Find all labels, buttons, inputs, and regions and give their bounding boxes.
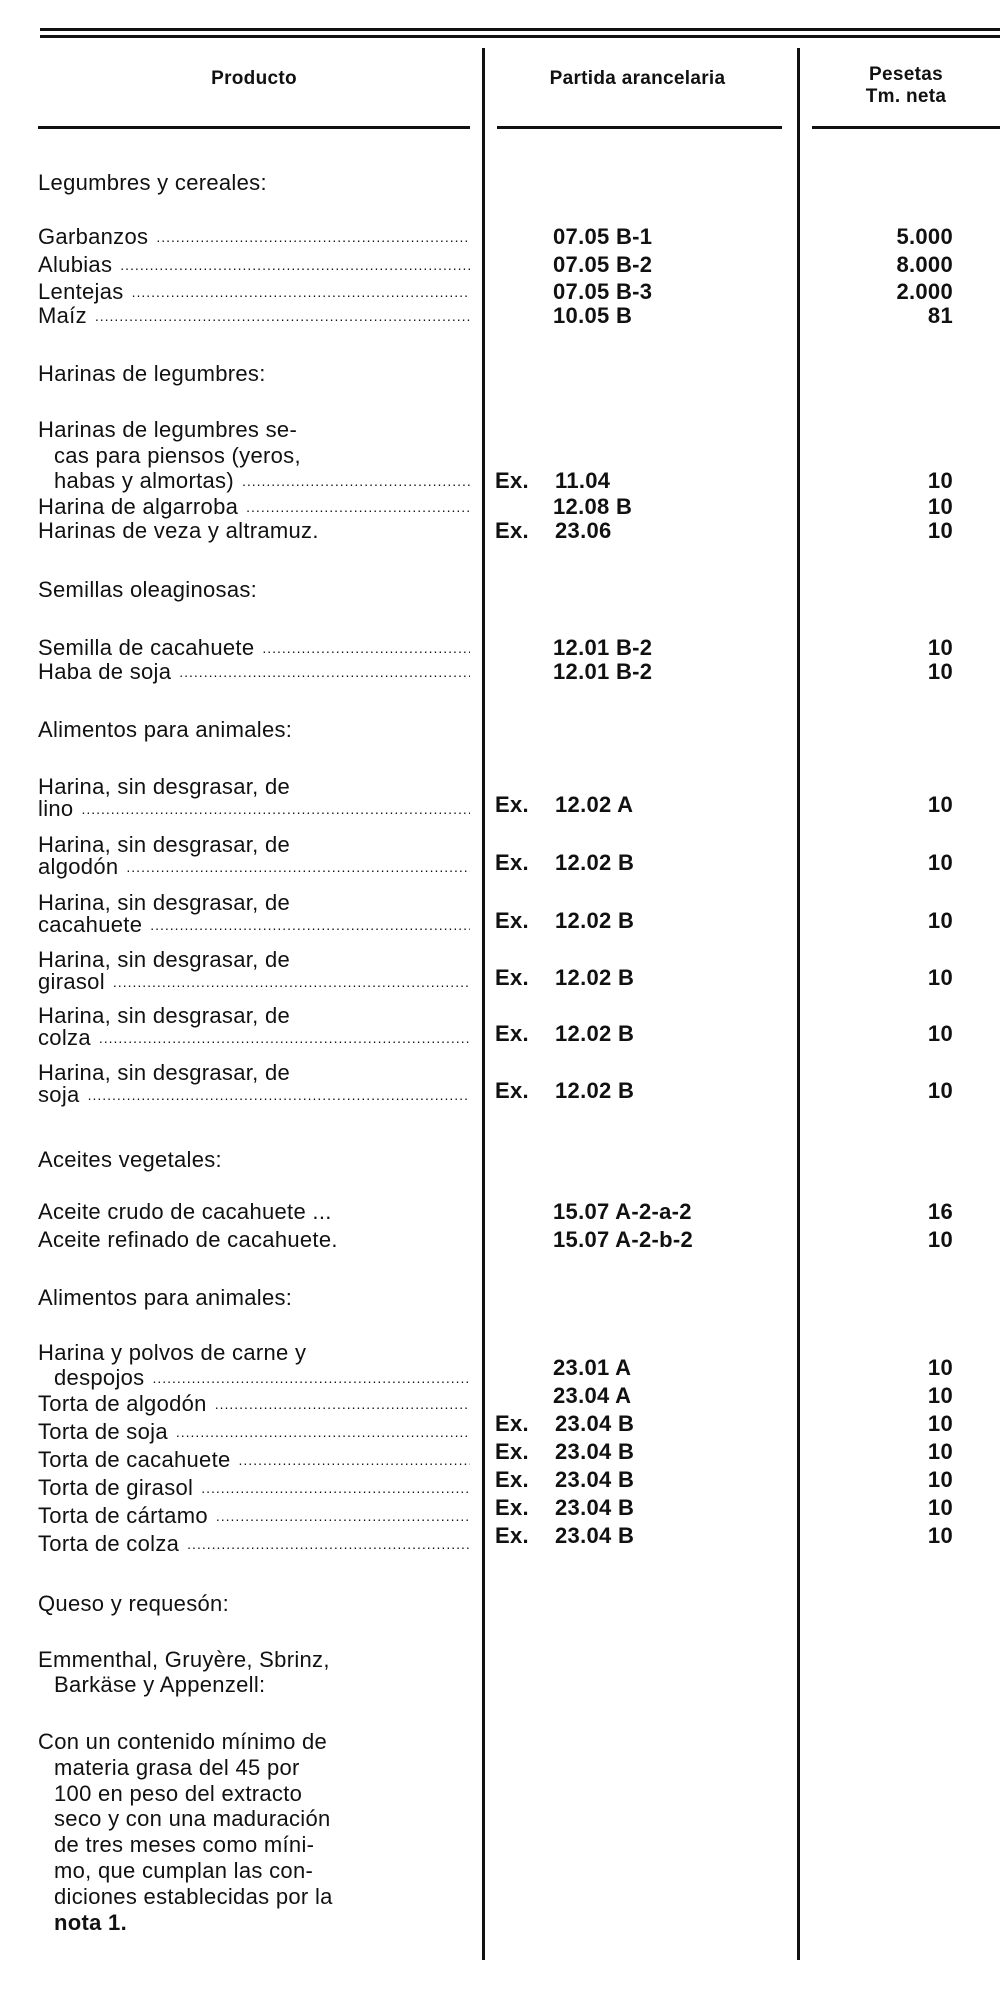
note-text: diciones establecidas por la (54, 1884, 333, 1909)
header-pesetas: Pesetas (869, 64, 943, 85)
product-name: Aceite refinado de cacahuete. (38, 1227, 338, 1252)
note-text: seco y con una maduración (54, 1806, 331, 1831)
pesetas-value: 10 (927, 635, 953, 660)
tariff-code-cell (495, 494, 780, 520)
tariff-code: 12.02 B (555, 850, 635, 875)
product-name-row (54, 1365, 470, 1391)
section-heading: Alimentos para animales: (38, 1285, 293, 1310)
tariff-code-cell (495, 279, 780, 305)
product-name-row (38, 252, 470, 278)
tariff-code: 07.05 B-2 (553, 252, 653, 277)
product-name: Torta de girasol (38, 1475, 194, 1500)
product-name-row (38, 1419, 470, 1445)
product-name: Harinas de legumbres se- (38, 417, 298, 442)
pesetas-value: 10 (927, 1227, 953, 1252)
section-heading: Aceites vegetales: (38, 1147, 222, 1172)
ex-prefix: Ex. (495, 518, 529, 543)
dot-leader (88, 1082, 470, 1108)
pesetas-value: 81 (927, 303, 953, 328)
pesetas-value: 10 (927, 908, 953, 933)
product-name: Harina, sin desgrasar, de (38, 1060, 291, 1085)
dot-leader (156, 224, 470, 250)
product-name-row (54, 468, 470, 494)
product-name-row (38, 494, 470, 520)
product-name-row (38, 969, 470, 995)
pesetas-value: 5.000 (896, 224, 953, 249)
product-name: habas y almortas) (54, 468, 234, 493)
top-double-rule-1 (40, 28, 1000, 31)
dot-leader (120, 252, 470, 278)
note-text: nota 1. (54, 1910, 127, 1935)
tariff-code: 12.01 B-2 (553, 659, 653, 684)
tariff-code: 11.04 (555, 468, 611, 493)
dot-leader (215, 1391, 470, 1417)
product-name-row (38, 796, 470, 822)
tariff-code-cell (495, 1495, 780, 1521)
pesetas-value: 8.000 (896, 252, 953, 277)
product-name-row (38, 854, 470, 880)
header-underline-pesetas (812, 126, 1000, 129)
product-name: cacahuete (38, 912, 143, 937)
product-name-row (38, 224, 470, 250)
pesetas-value: 10 (927, 1021, 953, 1046)
pesetas-value: 10 (927, 1495, 953, 1520)
product-name: Torta de cacahuete (38, 1447, 231, 1472)
product-name: Harinas de veza y altramuz. (38, 518, 319, 543)
ex-prefix: Ex. (495, 908, 529, 933)
tariff-code-cell (495, 303, 780, 329)
dot-leader (132, 279, 470, 305)
tariff-code: 15.07 A-2-b-2 (553, 1227, 694, 1252)
section-heading: Legumbres y cereales: (38, 170, 267, 195)
column-divider-1 (482, 48, 485, 1960)
ex-prefix: Ex. (495, 1467, 529, 1492)
tariff-code-cell (495, 224, 780, 250)
note-text: 100 en peso del extracto (54, 1781, 303, 1806)
ex-prefix: Ex. (495, 1439, 529, 1464)
tariff-code: 23.04 B (555, 1411, 635, 1436)
tariff-code: 12.02 B (555, 965, 635, 990)
product-name: Lentejas (38, 279, 124, 304)
tariff-code-cell (495, 908, 780, 934)
dot-leader (246, 494, 470, 520)
pesetas-value: 10 (927, 792, 953, 817)
product-name: Torta de colza (38, 1531, 180, 1556)
tariff-code-cell (495, 965, 780, 991)
ex-prefix: Ex. (495, 1523, 529, 1548)
product-name-row (38, 635, 470, 661)
ex-prefix: Ex. (495, 1021, 529, 1046)
product-name: girasol (38, 969, 105, 994)
section-heading: Semillas oleaginosas: (38, 577, 258, 602)
dot-leader (126, 854, 470, 880)
product-name: Torta de algodón (38, 1391, 207, 1416)
dot-leader (81, 796, 470, 822)
tariff-code: 12.08 B (553, 494, 633, 519)
pesetas-value: 2.000 (896, 279, 953, 304)
tariff-code-cell (495, 252, 780, 278)
pesetas-value: 10 (927, 494, 953, 519)
ex-prefix: Ex. (495, 1078, 529, 1103)
product-name: Garbanzos (38, 224, 149, 249)
tariff-code-cell (495, 468, 780, 494)
tariff-code-cell (495, 1227, 780, 1253)
tariff-code: 12.02 A (555, 792, 634, 817)
tariff-code-cell (495, 1383, 780, 1409)
tariff-code: 07.05 B-1 (553, 224, 653, 249)
dot-leader (242, 468, 470, 494)
product-name-row (38, 1391, 470, 1417)
ex-prefix: Ex. (495, 850, 529, 875)
product-name: Maíz (38, 303, 87, 328)
pesetas-value: 10 (927, 518, 953, 543)
tariff-code-cell (495, 1411, 780, 1437)
tariff-code: 23.04 B (555, 1495, 635, 1520)
section-heading: Harinas de legumbres: (38, 361, 266, 386)
note-text: Con un contenido mínimo de (38, 1729, 328, 1754)
tariff-code: 23.01 A (553, 1355, 632, 1380)
product-name: Alubias (38, 252, 113, 277)
product-name: Haba de soja (38, 659, 172, 684)
note-text: Emmenthal, Gruyère, Sbrinz, (38, 1647, 330, 1672)
tariff-code: 23.04 A (553, 1383, 632, 1408)
pesetas-value: 10 (927, 1383, 953, 1408)
tariff-code: 23.04 B (555, 1523, 635, 1548)
tariff-code: 15.07 A-2-a-2 (553, 1199, 692, 1224)
tariff-code-cell (495, 1078, 780, 1104)
section-heading: Alimentos para animales: (38, 717, 293, 742)
dot-leader (216, 1503, 470, 1529)
tariff-code: 12.01 B-2 (553, 635, 653, 660)
header-underline-partida (497, 126, 782, 129)
dot-leader (176, 1419, 470, 1445)
product-name: despojos (54, 1365, 145, 1390)
product-name-row (38, 912, 470, 938)
product-name: Harina, sin desgrasar, de (38, 774, 291, 799)
dot-leader (201, 1475, 470, 1501)
pesetas-value: 10 (927, 1523, 953, 1548)
product-name-row (38, 1475, 470, 1501)
pesetas-value: 10 (927, 659, 953, 684)
product-name: Harina, sin desgrasar, de (38, 890, 291, 915)
tariff-code-cell (495, 792, 780, 818)
product-name: Harina, sin desgrasar, de (38, 1003, 291, 1028)
tariff-code-cell (495, 659, 780, 685)
ex-prefix: Ex. (495, 965, 529, 990)
header-underline-producto (38, 126, 470, 129)
product-name: Torta de cártamo (38, 1503, 208, 1528)
tariff-code-cell (495, 1439, 780, 1465)
product-name: algodón (38, 854, 119, 879)
tariff-code-cell (495, 1355, 780, 1381)
tariff-code: 23.04 B (555, 1439, 635, 1464)
product-name-row (38, 303, 470, 329)
note-text: de tres meses como míni- (54, 1832, 315, 1857)
note-text: Barkäse y Appenzell: (54, 1672, 266, 1697)
pesetas-value: 10 (927, 1467, 953, 1492)
product-name: Harina y polvos de carne y (38, 1340, 307, 1365)
product-name-row (38, 279, 470, 305)
product-name: soja (38, 1082, 80, 1107)
product-name: Torta de soja (38, 1419, 168, 1444)
tariff-code-cell (495, 850, 780, 876)
dot-leader (187, 1531, 470, 1557)
product-name: Harina, sin desgrasar, de (38, 832, 291, 857)
pesetas-value: 10 (927, 1411, 953, 1436)
pesetas-value: 10 (927, 1439, 953, 1464)
pesetas-value: 10 (927, 850, 953, 875)
tariff-code-cell (495, 1523, 780, 1549)
ex-prefix: Ex. (495, 792, 529, 817)
product-name: Harina de algarroba (38, 494, 239, 519)
product-name: Semilla de cacahuete (38, 635, 255, 660)
tariff-code: 07.05 B-3 (553, 279, 653, 304)
tariff-code: 12.02 B (555, 908, 635, 933)
dot-leader (150, 912, 470, 938)
header-partida: Partida arancelaria (549, 68, 726, 89)
column-divider-2 (797, 48, 800, 1960)
note-text: materia grasa del 45 por (54, 1755, 300, 1780)
tariff-code-cell (495, 1467, 780, 1493)
product-name-row (38, 1082, 470, 1108)
dot-leader (152, 1365, 470, 1391)
tariff-code: 12.02 B (555, 1021, 635, 1046)
product-name: lino (38, 796, 74, 821)
product-name: colza (38, 1025, 91, 1050)
tariff-code-cell (495, 518, 780, 544)
dot-leader (99, 1025, 470, 1051)
header-producto: Producto (211, 68, 297, 89)
note-text: mo, que cumplan las con- (54, 1858, 314, 1883)
pesetas-value: 10 (927, 468, 953, 493)
product-name: Aceite crudo de cacahuete ... (38, 1199, 332, 1224)
dot-leader (95, 303, 470, 329)
top-double-rule-2 (40, 35, 1000, 38)
section-heading: Queso y requesón: (38, 1591, 229, 1616)
product-name: Harina, sin desgrasar, de (38, 947, 291, 972)
product-name-row (38, 1531, 470, 1557)
ex-prefix: Ex. (495, 1411, 529, 1436)
tariff-code: 12.02 B (555, 1078, 635, 1103)
ex-prefix: Ex. (495, 468, 529, 493)
product-name-row (38, 659, 470, 685)
dot-leader (179, 659, 470, 685)
dot-leader (262, 635, 470, 661)
product-name-row (38, 1447, 470, 1473)
tariff-code-cell (495, 1199, 780, 1225)
pesetas-value: 10 (927, 1078, 953, 1103)
header-tm-neta: Tm. neta (865, 86, 947, 107)
pesetas-value: 10 (927, 1355, 953, 1380)
product-name: cas para piensos (yeros, (54, 443, 301, 468)
tariff-code: 10.05 B (553, 303, 633, 328)
tariff-code: 23.06 (555, 518, 612, 543)
pesetas-value: 16 (927, 1199, 953, 1224)
tariff-code-cell (495, 1021, 780, 1047)
ex-prefix: Ex. (495, 1495, 529, 1520)
tariff-code: 23.04 B (555, 1467, 635, 1492)
product-name-row (38, 1503, 470, 1529)
dot-leader (113, 969, 470, 995)
tariff-code-cell (495, 635, 780, 661)
pesetas-value: 10 (927, 965, 953, 990)
product-name-row (38, 1025, 470, 1051)
dot-leader (239, 1447, 470, 1473)
